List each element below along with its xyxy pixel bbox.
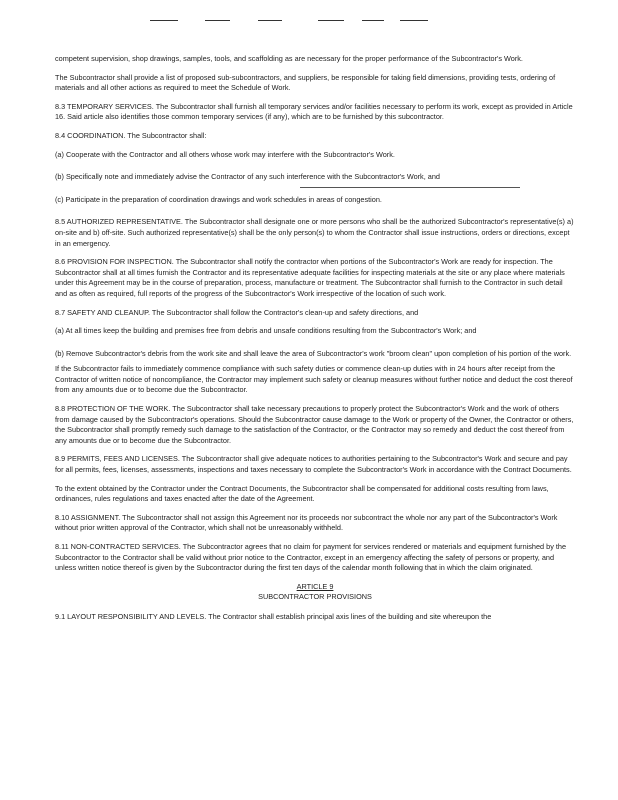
header-mark — [362, 20, 384, 21]
safety-noncompliance: If the Subcontractor fails to immediately commence compliance with such safety duties or commence clean-up duties with in 24 hours after receipt from the Contractor of written notice of noncompliance, the Contractor may implement such safety or cleanup measures without further notice and deduct the cost thereof from any amounts due or to become due the Subcontractor. — [55, 364, 573, 395]
coordination-item-a: (a) Cooperate with the Contractor and all others whose work may interfere with the Subcontractor's Work. — [55, 149, 395, 159]
safety-item-a: (a) At all times keep the building and premises free from debris and unsafe conditions resulting from the Subcontractor's Work; and — [55, 326, 477, 336]
header-mark — [258, 20, 282, 21]
section-8-5-authorized-representative: 8.5 AUTHORIZED REPRESENTATIVE. The Subcontractor shall designate one or more persons who shall be the authorized Subcontractor's representative(s) a) on-site and b) off-site. Such authorized representative(s) shall be the only person(s) to whom the Contractor shall issue instructions, orders or directions, except in an emergency. — [55, 217, 574, 248]
header-mark — [318, 20, 344, 21]
section-8-3-temporary-services: 8.3 TEMPORARY SERVICES. The Subcontractor shall furnish all temporary services and/or facilities necessary to perform its work, except as provided in Article 16. Said article also identifies those common temporary services (if any), which are to be furnished by this subcontractor. — [55, 101, 573, 122]
section-8-8-protection-of-the-work: 8.8 PROTECTION OF THE WORK. The Subcontractor shall take necessary precautions to properly protect the Subcontractor's Work and the work of others from damage caused by the Subcontractor's operations. Should the Subcontractor cause damage to the Work or property of the Owner, the Contractor or others, the Subcontractor shall promptly remedy such damage to the satisfaction of the Contractor, or the Contractor may so remedy and deduct the cost thereof from any amounts due or to become due the Subcontractor. — [55, 404, 574, 445]
article-title: ARTICLE 9 — [296, 581, 334, 591]
section-8-10-assignment: 8.10 ASSIGNMENT. The Subcontractor shall not assign this Agreement nor its proceeds nor subcontract the whole nor any part of the Subcontractor's Work without prior written approval of the Contractor, which shall not be unreasonably withheld. — [55, 512, 558, 533]
paragraph-supervision: competent supervision, shop drawings, samples, tools, and scaffolding as are necessary for the proper performance of the Subcontractor's Work. — [55, 54, 523, 63]
section-8-11-non-contracted-services: 8.11 NON-CONTRACTED SERVICES. The Subcontractor agrees that no claim for payment for services rendered or materials and equipment furnished by the Subcontractor to the Contractor shall be valid without prior notice to the Contractor, except in an emergency affecting the safety of persons or property, and unless written notice thereof is given by the Subcontractor during the first ten days of the calendar month following that in which the claim originated. — [55, 542, 567, 573]
section-8-4-coordination: 8.4 COORDINATION. The Subcontractor shall: — [55, 130, 207, 140]
section-8-6-provision-for-inspection: 8.6 PROVISION FOR INSPECTION. The Subcontractor shall notify the contractor when portions of the Subcontractor's Work are ready for inspection. The Subcontractor shall at all times furnish the Contractor and its representative adequate facilities for inspecting materials at the site or any place where materials under this Agreement may be in the course of preparation, process, manufacture or treatment. The Subcontractor shall furnish to the Contractor in such detail and as often as required, full reports of the progress of the Subcontractor's Work irrespective of the location of such work. — [55, 257, 565, 298]
paragraph-additional-costs: To the extent obtained by the Contractor under the Contract Documents, the Subcontractor shall be compensated for additional costs resulting from laws, ordinances, rules regulations and taxes enacted after the date of the Agreement. — [55, 483, 549, 504]
document-body — [55, 54, 575, 631]
paragraph-sub-subcontractors: The Subcontractor shall provide a list of proposed sub-subcontractors, and suppliers, be responsible for taking field dimensions, providing tests, ordering of materials and all other actions as required to meet the Schedule of Work. — [55, 72, 556, 93]
scan-stray-line — [300, 187, 520, 188]
header-rule-marks — [0, 20, 618, 24]
section-9-1-layout-responsibility: 9.1 LAYOUT RESPONSIBILITY AND LEVELS. The Contractor shall establish principal axis lines of the building and site whereupon the — [55, 611, 492, 621]
coordination-item-b: (b) Specifically note and immediately advise the Contractor of any such interference with the Subcontractor's Work, and — [55, 172, 440, 182]
header-mark — [400, 20, 428, 21]
header-mark — [205, 20, 230, 21]
section-8-9-permits-fees-licenses: 8.9 PERMITS, FEES AND LICENSES. The Subcontractor shall give adequate notices to authorities pertaining to the Subcontractor's Work and secure and pay for all permits, fees, licenses, assessments, inspections and taxes necessary to complete the Subcontractor's Work in accordance with the Contract Documents. — [55, 454, 572, 475]
safety-item-b: (b) Remove Subcontractor's debris from the work site and shall leave the area of Subcontractor's work "broom clean" upon completion of his portion of the work. — [55, 348, 572, 358]
article-subtitle: SUBCONTRACTOR PROVISIONS — [258, 592, 372, 602]
coordination-item-c: (c) Participate in the preparation of coordination drawings and work schedules in areas of congestion. — [55, 194, 382, 204]
header-mark — [150, 20, 178, 21]
section-8-7-safety-and-cleanup: 8.7 SAFETY AND CLEANUP. The Subcontractor shall follow the Contractor's clean-up and safety directions, and — [55, 307, 419, 317]
